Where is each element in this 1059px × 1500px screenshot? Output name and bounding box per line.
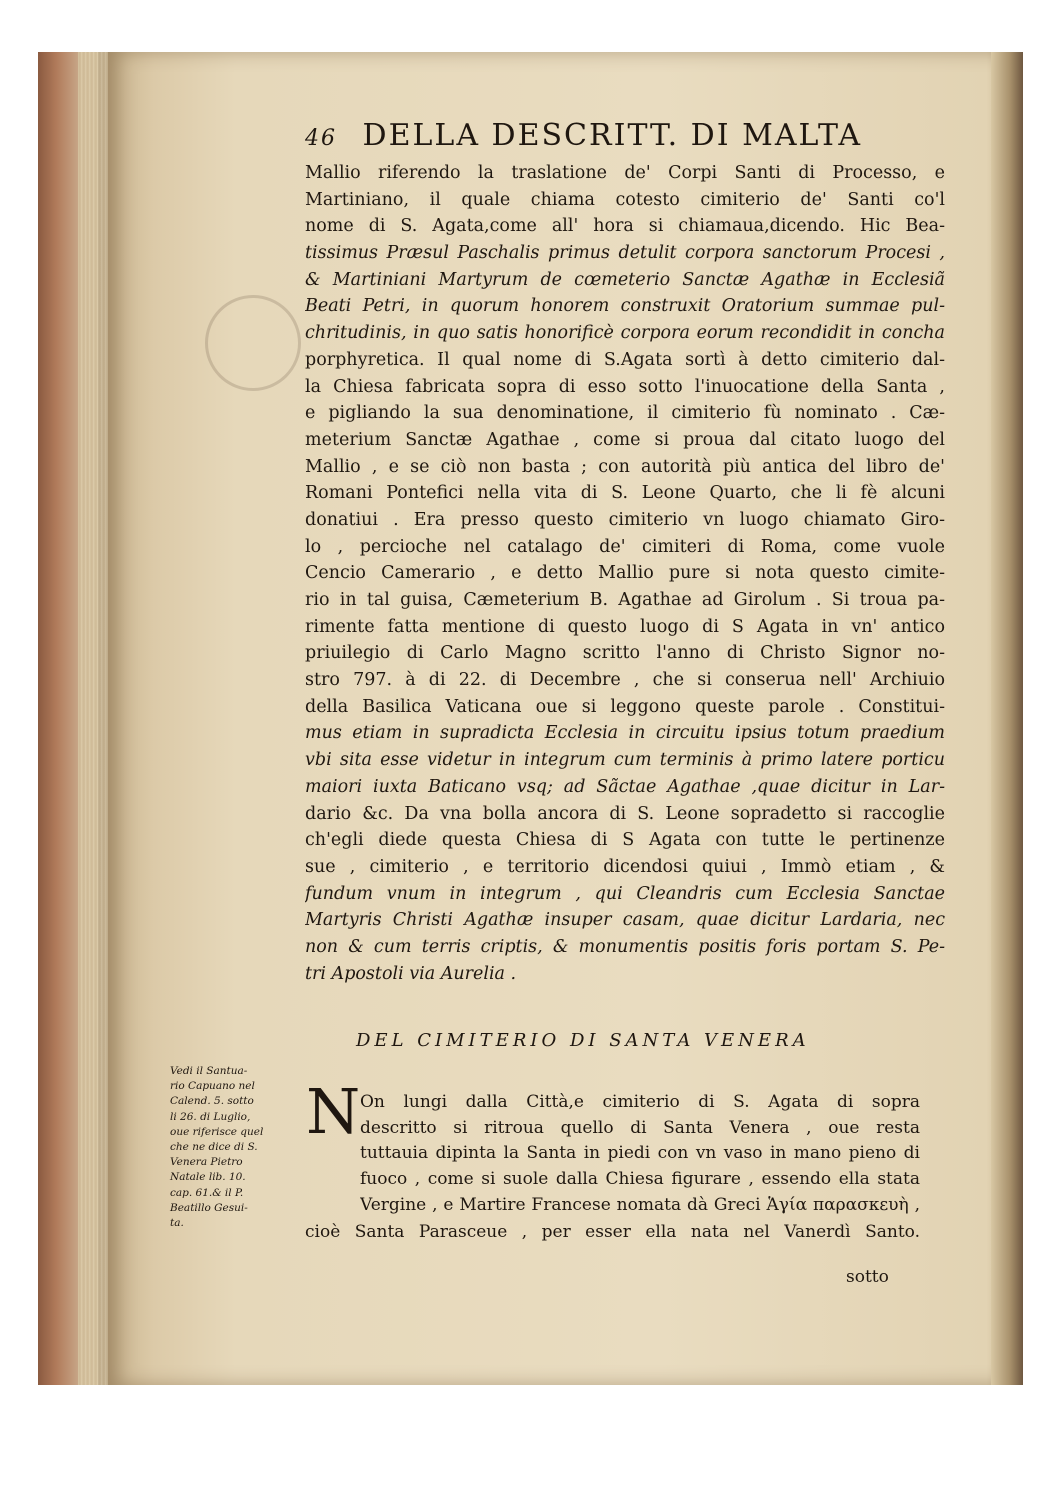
body-line: Mallio riferendo la traslatione de' Corpi Santi di Processo, e — [305, 163, 945, 183]
body-line: & Martiniani Martyrum de cœmeterio Sanctæ Agathæ in Ecclesiã — [305, 269, 945, 290]
section-line: cioè Santa Parasceue , per esser ella nata nel Vanerdì Santo. — [305, 1222, 920, 1242]
margin-note-line: oue riferisce quel — [170, 1125, 264, 1138]
body-line: mus etiam in supradicta Ecclesia in circuitu ipsius totum praedium — [305, 723, 945, 744]
page-number: 46 — [305, 126, 337, 151]
margin-note-line: rio Capuano nel — [170, 1080, 255, 1093]
body-line: ch'egli diede questa Chiesa di S Agata con tutte le pertinenze — [305, 830, 945, 851]
body-line: porphyretica. Il qual nome di S.Agata sortì à detto cimiterio dal- — [305, 349, 945, 370]
section-line: descritto si ritroua quello di Santa Venera , oue resta — [360, 1117, 920, 1138]
margin-note-line: Beatillo Gesui- — [170, 1201, 248, 1214]
body-line: Martiniano, il quale chiama cotesto cimiterio de' Santi co'l — [305, 189, 945, 210]
section-text-full — [305, 1220, 920, 1246]
catchword: sotto — [846, 1267, 889, 1287]
body-line: tri Apostoli via Aurelia . — [305, 963, 517, 984]
margin-note-line: Venera Pietro — [170, 1156, 243, 1169]
section-text-indented — [360, 1090, 920, 1218]
margin-note-line: li 26. di Luglio, — [170, 1110, 251, 1123]
body-line: tissimus Præsul Paschalis primus detulit corpora sanctorum Procesi , — [305, 243, 945, 264]
body-line: meterium Sanctæ Agathae , come si proua dal citato luogo del — [305, 429, 945, 450]
body-line: chritudinis, in quo satis honorificè corpora eorum recondidit in concha — [305, 323, 945, 344]
margin-note-line: Calend. 5. sotto — [170, 1095, 254, 1108]
margin-note-line: cap. 61.& il P. — [170, 1186, 244, 1199]
body-line: vbi sita esse videtur in integrum cum terminis à primo latere porticu — [305, 750, 945, 771]
copyright-watermark-icon — [205, 295, 301, 391]
margin-note-line: ta. — [170, 1216, 184, 1229]
body-line: Mallio , e se ciò non basta ; con autorità più antica del libro de' — [305, 456, 945, 477]
body-line: e pigliando la sua denominatione, il cimiterio fù nominato . Cæ- — [305, 403, 945, 424]
body-line: lo , percioche nel catalago de' cimiteri di Roma, come vuole — [305, 536, 945, 557]
body-line: stro 797. à di 22. di Decembre , che si conserua nell' Archiuio — [305, 670, 945, 691]
margin-note-line: che ne dice di S. — [170, 1140, 258, 1153]
drop-cap: N — [306, 1075, 361, 1148]
section-line: tuttauia dipinta la Santa in piedi con vn vaso in mano pieno di — [360, 1143, 920, 1164]
body-text — [305, 160, 945, 987]
body-line: Cencio Camerario , e detto Mallio pure si nota questo cimite- — [305, 563, 945, 584]
section-heading: DEL CIMITERIO DI SANTA VENERA — [356, 1030, 810, 1051]
running-head-title: DELLA DESCRITT. DI MALTA — [362, 118, 863, 153]
body-line: rimente fatta mentione di questo luogo di S Agata in vn' antico — [305, 616, 945, 637]
running-header — [305, 118, 905, 158]
body-line: Beati Petri, in quorum honorem construxit Oratorium summae pul- — [305, 296, 945, 317]
margin-note-line: Vedi il Santua- — [170, 1065, 248, 1077]
body-line: dario &c. Da vna bolla ancora di S. Leone sopradetto si raccoglie — [305, 803, 945, 824]
body-line: della Basilica Vaticana oue si leggono queste parole . Constitui- — [305, 696, 945, 717]
margin-note-line: Natale lib. 10. — [170, 1171, 246, 1184]
body-line: priuilegio di Carlo Magno scritto l'anno di Christo Signor no- — [305, 643, 945, 664]
body-line: maiori iuxta Baticano vsq; ad Sãctae Agathae ,quae dicitur in Lar- — [305, 776, 945, 797]
body-line: Martyris Christi Agathæ insuper casam, quae dicitur Lardaria, nec — [305, 910, 945, 931]
body-line: rio in tal guisa, Cæmeterium B. Agathae ad Girolum . Si troua pa- — [305, 590, 945, 610]
margin-note — [170, 1064, 292, 1231]
body-line: non & cum terris criptis, & monumentis positis foris portam S. Pe- — [305, 936, 945, 957]
section-line: On lungi dalla Città,e cimiterio di S. Agata di sopra — [360, 1092, 920, 1112]
body-line: Romani Pontefici nella vita di S. Leone Quarto, che li fè alcuni — [305, 483, 945, 504]
body-line: donatiui . Era presso questo cimiterio vn luogo chiamato Giro- — [305, 509, 945, 530]
section-line: fuoco , come si suole dalla Chiesa figurare , essendo ella stata — [360, 1169, 920, 1190]
body-line: nome di S. Agata,come all' hora si chiamaua,dicendo. Hic Bea- — [305, 216, 945, 237]
body-line: fundum vnum in integrum , qui Cleandris cum Ecclesia Sanctae — [305, 883, 945, 904]
body-line: sue , cimiterio , e territorio dicendosi quiui , Immò etiam , & — [305, 856, 945, 877]
body-line: la Chiesa fabricata sopra di esso sotto l'inuocatione della Santa , — [305, 376, 945, 397]
section-line: Vergine , e Martire Francese nomata dà Greci Ἁγία παρασκευὴ , — [360, 1194, 920, 1215]
